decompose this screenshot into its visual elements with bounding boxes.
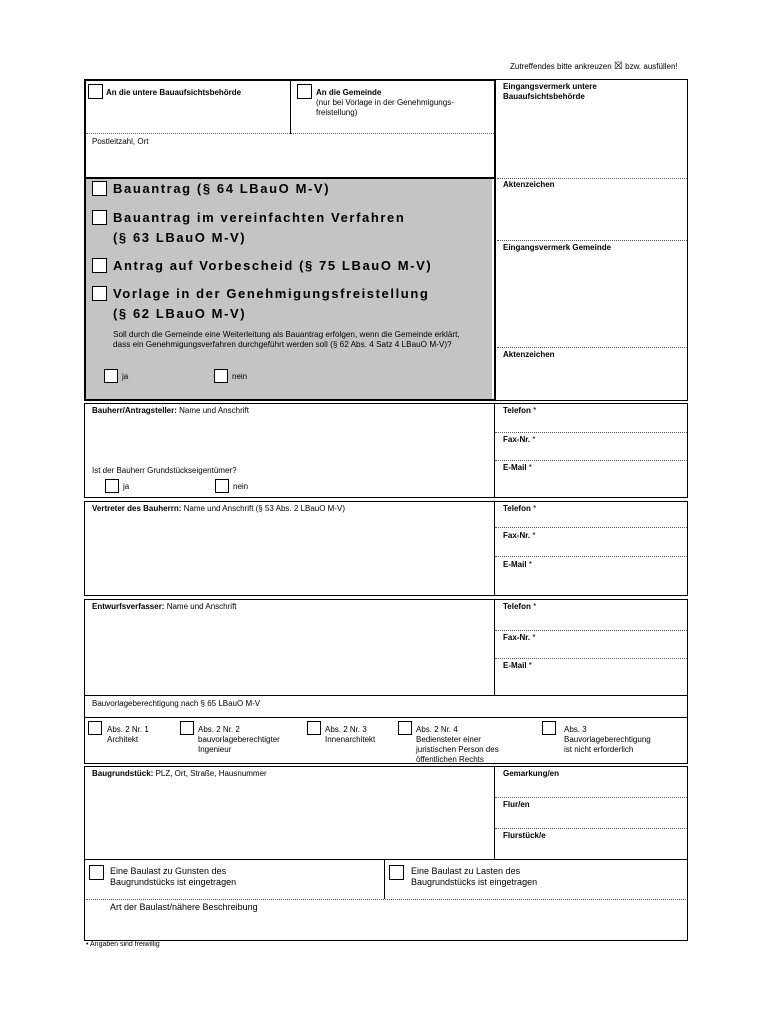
option-permit-exemption: Vorlage in der Genehmigungsfreistellung (113, 286, 430, 301)
option-permit-exemption-ref: (§ 62 LBauO M-V) (113, 306, 247, 321)
designer-email-label: E-Mail * (503, 661, 532, 670)
designer-phone-label: Telefon * (503, 602, 537, 611)
owner-no-label: nein (233, 482, 249, 491)
forward-question: Soll durch die Gemeinde eine Weiterleitung als Bauantrag erfolgen, wenn die Gemeinde erklärt, dass ein Genehmigungsverfahren durchgeführt werden soll (§ 62 Abs. 4 Satz 4 LBauO M-V)? (113, 330, 460, 349)
representative-fax-label: Fax-Nr. * (503, 531, 536, 540)
entry-note-municipality: Eingangsvermerk Gemeinde (503, 243, 612, 252)
authorization-label: Bauvorlageberechtigung nach § 65 LBauO M-V (92, 699, 261, 708)
checkbox-simplified-procedure[interactable] (92, 210, 107, 225)
file-number-label-authority: Aktenzeichen (503, 180, 555, 189)
checked-box-icon: ☒ (613, 61, 623, 72)
applicant-section (84, 403, 688, 498)
forward-yes-label: ja (122, 372, 129, 381)
checkbox-building-application[interactable] (92, 181, 107, 196)
applicant-fax-label: Fax-Nr. * (503, 435, 536, 444)
recipient-municipality-label: An die Gemeinde (316, 88, 382, 97)
parcel-label: Flurstück/e (503, 831, 546, 840)
file-number-label-municipality: Aktenzeichen (503, 350, 555, 359)
easement-favor-label: Eine Baulast zu Gunsten des Baugrundstücks ist eingetragen (110, 866, 237, 887)
instruction-text: Zutreffendes bitte ankreuzen ☒ bzw. ausfüllen! (510, 61, 678, 72)
checkbox-owner-no[interactable] (215, 479, 229, 493)
postcode-city-label: Postleitzahl, Ort (92, 137, 149, 146)
designer-fax-label: Fax-Nr. * (503, 633, 536, 642)
checkbox-easement-favor[interactable] (89, 865, 104, 880)
parcel-area-label: Flur/en (503, 800, 530, 809)
checkbox-auth-interior-architect[interactable] (307, 721, 321, 735)
checkbox-auth-not-required[interactable] (542, 721, 556, 735)
representative-section (84, 501, 688, 596)
easement-type-label: Art der Baulast/nähere Beschreibung (110, 902, 258, 912)
representative-label: Vertreter des Bauherrn: Name und Anschrift (§ 53 Abs. 2 LBauO M-V) (92, 504, 346, 513)
applicant-phone-label: Telefon * (503, 406, 537, 415)
option-building-application: Bauantrag (§ 64 LBauO M-V) (113, 181, 331, 196)
option-simplified-procedure-ref: (§ 63 LBauO M-V) (113, 230, 247, 245)
checkbox-auth-public-employee[interactable] (398, 721, 412, 735)
footnote: • Angaben sind freiwillig (86, 941, 160, 948)
owner-yes-label: ja (123, 482, 130, 491)
checkbox-auth-engineer[interactable] (180, 721, 194, 735)
district-label: Gemarkung/en (503, 769, 560, 778)
auth-option-engineer: Abs. 2 Nr. 2 bauvorlageberechtigter Ingenieur (198, 725, 280, 754)
representative-phone-label: Telefon * (503, 504, 537, 513)
recipient-authority-label: An die untere Bauaufsichtsbehörde (106, 88, 242, 97)
forward-no-label: nein (232, 372, 248, 381)
checkbox-forward-yes[interactable] (104, 369, 118, 383)
applicant-label: Bauherr/Antragsteller: Name und Anschrift (92, 406, 249, 415)
designer-label: Entwurfsverfasser: Name und Anschrift (92, 602, 237, 611)
checkbox-auth-architect[interactable] (88, 721, 102, 735)
auth-option-public-employee: Abs. 2 Nr. 4 Bediensteter einer juristischen Person des öffentlichen Rechts (416, 725, 499, 764)
easement-burden-label: Eine Baulast zu Lasten des Baugrundstücks ist eingetragen (411, 866, 538, 887)
owner-question: Ist der Bauherr Grundstückseigentümer? (92, 466, 237, 475)
checkbox-permit-exemption[interactable] (92, 286, 107, 301)
checkbox-municipality[interactable] (297, 84, 312, 99)
option-simplified-procedure: Bauantrag im vereinfachten Verfahren (113, 210, 406, 225)
checkbox-forward-no[interactable] (214, 369, 228, 383)
checkbox-preliminary-decision[interactable] (92, 258, 107, 273)
plot-label: Baugrundstück: PLZ, Ort, Straße, Hausnummer (92, 769, 267, 778)
checkbox-easement-burden[interactable] (389, 865, 404, 880)
auth-option-architect: Abs. 2 Nr. 1 Architekt (107, 725, 149, 744)
auth-option-interior-architect: Abs. 2 Nr. 3 Innenarchitekt (325, 725, 376, 744)
checkbox-owner-yes[interactable] (105, 479, 119, 493)
representative-email-label: E-Mail * (503, 560, 532, 569)
entry-note-authority: Eingangsvermerk untere Bauaufsichtsbehörde (503, 82, 597, 101)
recipient-municipality-note: (nur bei Vorlage in der Genehmigungs-freistellung) (316, 98, 454, 117)
applicant-email-label: E-Mail * (503, 463, 532, 472)
plot-section (84, 766, 688, 941)
option-preliminary-decision: Antrag auf Vorbescheid (§ 75 LBauO M-V) (113, 258, 433, 273)
checkbox-authority[interactable] (88, 84, 103, 99)
auth-option-not-required: Abs. 3 Bauvorlageberechtigung ist nicht erforderlich (564, 725, 651, 754)
